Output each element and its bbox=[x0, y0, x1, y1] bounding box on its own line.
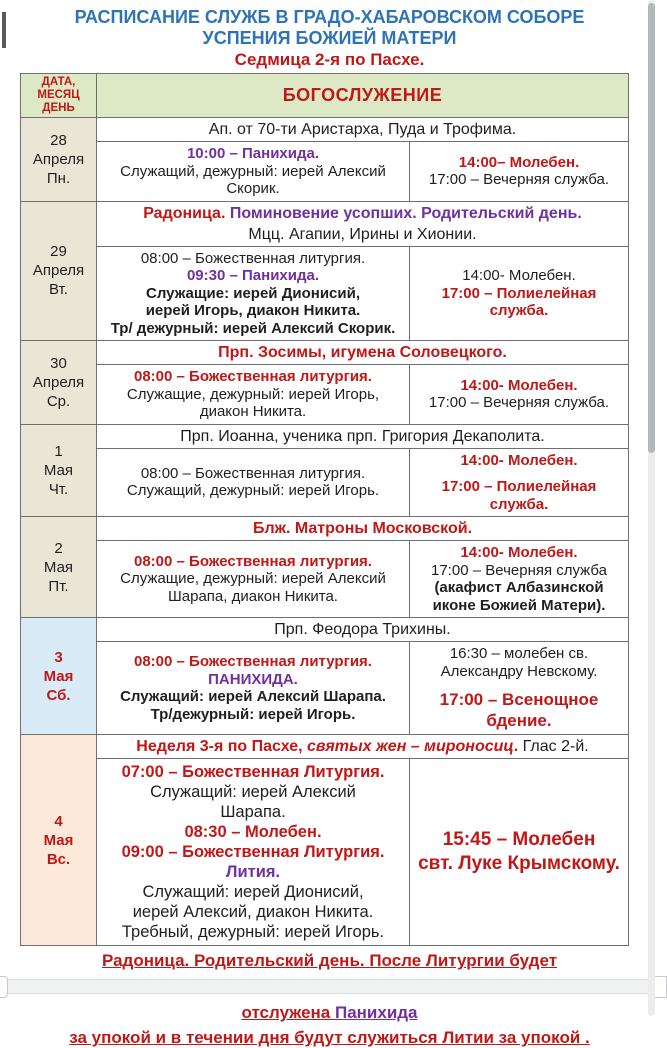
service-line: 17:00 – Полиелейная bbox=[441, 478, 597, 495]
schedule-row bbox=[21, 425, 628, 518]
services-extra-cell bbox=[410, 541, 628, 617]
footer-note-line2 bbox=[0, 1002, 659, 1023]
service-line: 08:00 – Божественная литургия. bbox=[134, 552, 372, 570]
text-segment: Радоница. Родительский день. После Литургии будет bbox=[101, 951, 558, 970]
service-line: диакон Никита. bbox=[199, 403, 307, 420]
feast-title-line bbox=[99, 426, 626, 447]
table-header-row bbox=[21, 74, 628, 118]
services-extra-cell bbox=[410, 449, 628, 517]
date-line: Вт. bbox=[49, 281, 68, 299]
text-segment: Прп. Иоанна, ученика прп. Григория Декаполита. bbox=[180, 427, 545, 445]
service-line: Служащие, дежурный: иерей Алексий bbox=[120, 570, 386, 588]
date-line: Пт. bbox=[48, 577, 69, 595]
feast-title bbox=[97, 425, 628, 449]
text-segment: Родительский день. bbox=[416, 204, 582, 222]
day-body bbox=[97, 517, 628, 617]
service-line: 17:00 – Вечерняя служба bbox=[431, 561, 607, 579]
service-line: Требный, дежурный: иерей Игорь. bbox=[121, 923, 385, 941]
service-line: Тр/ дежурный: иерей Алексий Скорик. bbox=[110, 319, 396, 337]
schedule-row bbox=[21, 618, 628, 735]
service-line: Служащий, дежурный: иерей Алексий bbox=[120, 162, 386, 180]
date-line: Апреля bbox=[32, 150, 85, 168]
text-segment: . bbox=[513, 738, 519, 755]
services-extra-cell bbox=[410, 642, 628, 734]
footer-note-line3 bbox=[0, 1027, 659, 1048]
services-main-cell bbox=[97, 142, 410, 201]
feast-title-line bbox=[99, 619, 626, 640]
feast-title bbox=[97, 341, 628, 365]
text-segment: Прп. Феодора Трихины. bbox=[274, 621, 451, 638]
schedule-row bbox=[21, 341, 628, 425]
day-body bbox=[97, 735, 628, 945]
page-title-line2: УСПЕНИЯ БОЖИЕЙ МАТЕРИ bbox=[202, 28, 457, 48]
date-line: 2 bbox=[54, 539, 63, 557]
date-line: 3 bbox=[54, 648, 63, 666]
date-line: 28 bbox=[50, 131, 67, 149]
service-line: бдение. bbox=[486, 711, 552, 730]
service-line: Служащий, дежурный: иерей Игорь. bbox=[126, 482, 380, 500]
page-title-line1: РАСПИСАНИЕ СЛУЖБ В ГРАДО-ХАБАРОВСКОМ СОБОРЕ bbox=[74, 7, 585, 27]
service-line: 14:00- Молебен. bbox=[462, 267, 576, 284]
document-header bbox=[0, 0, 659, 70]
service-line: Служащий: иерей Дионисий, bbox=[142, 883, 364, 901]
schedule-rows bbox=[21, 118, 628, 945]
service-line: 14:00- Молебен. bbox=[460, 376, 578, 394]
service-line: иерей Алексий, диакон Никита. bbox=[132, 903, 374, 921]
scrollbar-thumb[interactable] bbox=[648, 3, 655, 453]
text-segment: за упокой и в течении дня будут служиться Литии за упокой . bbox=[69, 1028, 590, 1047]
feast-title bbox=[97, 735, 628, 759]
footer-note-block2 bbox=[0, 1002, 659, 1048]
text-segment: Поминовение усопших. bbox=[225, 204, 417, 222]
service-line: 08:00 – Божественная литургия. bbox=[134, 368, 372, 385]
text-segment: Неделя 3-я по Пасхе, bbox=[136, 738, 307, 755]
feast-title-line bbox=[99, 224, 626, 245]
date-line: Вс. bbox=[46, 850, 71, 868]
service-line: 08:00 – Божественная литургия. bbox=[140, 464, 366, 482]
service-line: (акафист Албазинской bbox=[434, 579, 604, 596]
service-line: служба. bbox=[489, 302, 549, 319]
schedule-row bbox=[21, 517, 628, 618]
schedule-table bbox=[20, 73, 629, 946]
date-line: 1 bbox=[54, 442, 63, 460]
service-line: 09:30 – Панихида. bbox=[186, 267, 320, 284]
text-segment: отслужена bbox=[241, 1003, 335, 1022]
service-line: свт. Луке Крымскому. bbox=[418, 853, 620, 874]
feast-title bbox=[97, 202, 628, 247]
service-line: 16:30 – молебен св. bbox=[449, 645, 589, 662]
service-line: 17:00 – Вечерняя служба. bbox=[428, 171, 610, 189]
date-line: Сб. bbox=[46, 686, 71, 704]
date-cell bbox=[21, 341, 97, 424]
left-edge-mark bbox=[2, 12, 6, 48]
day-body bbox=[97, 341, 628, 424]
service-line: 08:30 – Молебен. bbox=[184, 823, 322, 841]
service-line: Тр/дежурный: иерей Игорь. bbox=[150, 705, 356, 723]
services-main-cell bbox=[97, 541, 410, 617]
schedule-row bbox=[21, 735, 628, 945]
schedule-row bbox=[21, 202, 628, 342]
service-line: Служащий: иерей Алексий Шарапа. bbox=[120, 688, 386, 705]
date-cell bbox=[21, 425, 97, 517]
text-segment: Глас 2-й. bbox=[518, 738, 589, 755]
page-break-separator bbox=[0, 979, 659, 994]
service-line: Служащие, дежурный: иерей Игорь, bbox=[126, 385, 380, 403]
services-main-cell bbox=[97, 759, 410, 945]
feast-title-line bbox=[99, 203, 626, 224]
schedule-row bbox=[21, 118, 628, 202]
text-segment: Прп. Зосимы, игумена Соловецкого. bbox=[218, 344, 507, 361]
service-line: служба. bbox=[489, 495, 549, 513]
date-line: Мая bbox=[43, 558, 74, 576]
date-line: 30 bbox=[50, 354, 67, 372]
text-segment: святых жен – мироносиц bbox=[307, 738, 514, 755]
text-segment: Панихида bbox=[334, 1003, 418, 1022]
service-line: 10:00 – Панихида. bbox=[186, 145, 320, 162]
day-body bbox=[97, 118, 628, 201]
day-body bbox=[97, 425, 628, 517]
text-segment: Радоница. bbox=[143, 204, 226, 222]
date-line: Мая bbox=[43, 667, 74, 685]
service-line: Служащий: иерей Алексий bbox=[150, 783, 356, 801]
feast-title bbox=[97, 618, 628, 642]
feast-title-line bbox=[99, 736, 626, 757]
text-segment: Блж. Матроны Московской. bbox=[252, 520, 473, 537]
feast-title-line bbox=[99, 342, 626, 363]
column-header-date bbox=[21, 74, 97, 117]
services-extra-cell bbox=[410, 759, 628, 945]
date-line: Чт. bbox=[48, 480, 69, 498]
service-line: 17:00 – Вечерняя служба. bbox=[428, 394, 610, 412]
services-main-cell bbox=[97, 449, 410, 517]
service-line: 14:00– Молебен. bbox=[458, 153, 580, 171]
page-subtitle: Седмица 2-я по Пасхе. bbox=[234, 50, 425, 69]
services-extra-cell bbox=[410, 142, 628, 201]
day-body bbox=[97, 202, 628, 341]
service-line: 09:00 – Божественная Литургия. bbox=[121, 843, 385, 861]
service-line: Скорик. bbox=[226, 180, 280, 197]
service-line: 17:00 – Полиелейная bbox=[441, 284, 597, 302]
service-line: Служащие: иерей Дионисий, bbox=[146, 284, 360, 302]
date-cell bbox=[21, 618, 97, 734]
column-header-date-line1: ДАТА, bbox=[41, 76, 76, 88]
feast-title bbox=[97, 118, 628, 142]
service-line: ПАНИХИДА. bbox=[208, 670, 298, 688]
service-line: Александру Невскому. bbox=[440, 662, 598, 680]
date-line: Ср. bbox=[46, 392, 71, 410]
service-line: 14:00- Молебен. bbox=[460, 544, 578, 561]
date-cell bbox=[21, 202, 97, 341]
service-line: иерей Игорь, диакон Никита. bbox=[145, 302, 361, 319]
services-main-cell bbox=[97, 642, 410, 734]
services-main-cell bbox=[97, 247, 410, 341]
date-line: 4 bbox=[54, 812, 63, 830]
date-cell bbox=[21, 735, 97, 945]
date-line: Пн. bbox=[46, 169, 71, 187]
column-header-date-line3: ДЕНЬ bbox=[42, 102, 75, 114]
footer-note-line1 bbox=[0, 950, 659, 971]
service-line: 08:00 – Божественная литургия. bbox=[134, 653, 372, 670]
text-segment: Ап. от 70-ти Аристарха, Пуда и Трофима. bbox=[208, 121, 517, 138]
feast-title-line bbox=[99, 518, 626, 539]
date-cell bbox=[21, 517, 97, 617]
date-line: Мая bbox=[43, 831, 74, 849]
date-line: Апреля bbox=[32, 373, 85, 391]
feast-title-line bbox=[99, 119, 626, 140]
column-header-service: БОГОСЛУЖЕНИЕ bbox=[282, 85, 443, 105]
service-line: Шарапа, диакон Никита. bbox=[168, 587, 338, 605]
date-line: 29 bbox=[50, 243, 67, 261]
date-line: Мая bbox=[43, 461, 74, 479]
service-line: 17:00 – Всенощное bbox=[439, 690, 599, 709]
day-body bbox=[97, 618, 628, 734]
page-corner-left bbox=[0, 976, 8, 998]
services-extra-cell bbox=[410, 247, 628, 341]
text-segment: Мцц. Агапии, Ирины и Хионии. bbox=[248, 225, 477, 243]
date-line: Апреля bbox=[32, 262, 85, 280]
service-line: Лития. bbox=[225, 863, 281, 881]
service-line: Шарапа. bbox=[220, 803, 286, 821]
service-line: иконе Божией Матери). bbox=[432, 596, 606, 614]
service-line: 08:00 – Божественная литургия. bbox=[140, 249, 366, 267]
services-extra-cell bbox=[410, 365, 628, 424]
service-line: 14:00- Молебен. bbox=[460, 451, 578, 469]
date-cell bbox=[21, 118, 97, 201]
column-header-date-line2: МЕСЯЦ bbox=[37, 89, 80, 101]
service-line: 15:45 – Молебен bbox=[442, 829, 596, 850]
services-main-cell bbox=[97, 365, 410, 424]
feast-title bbox=[97, 517, 628, 541]
service-line: 07:00 – Божественная Литургия. bbox=[121, 763, 385, 781]
